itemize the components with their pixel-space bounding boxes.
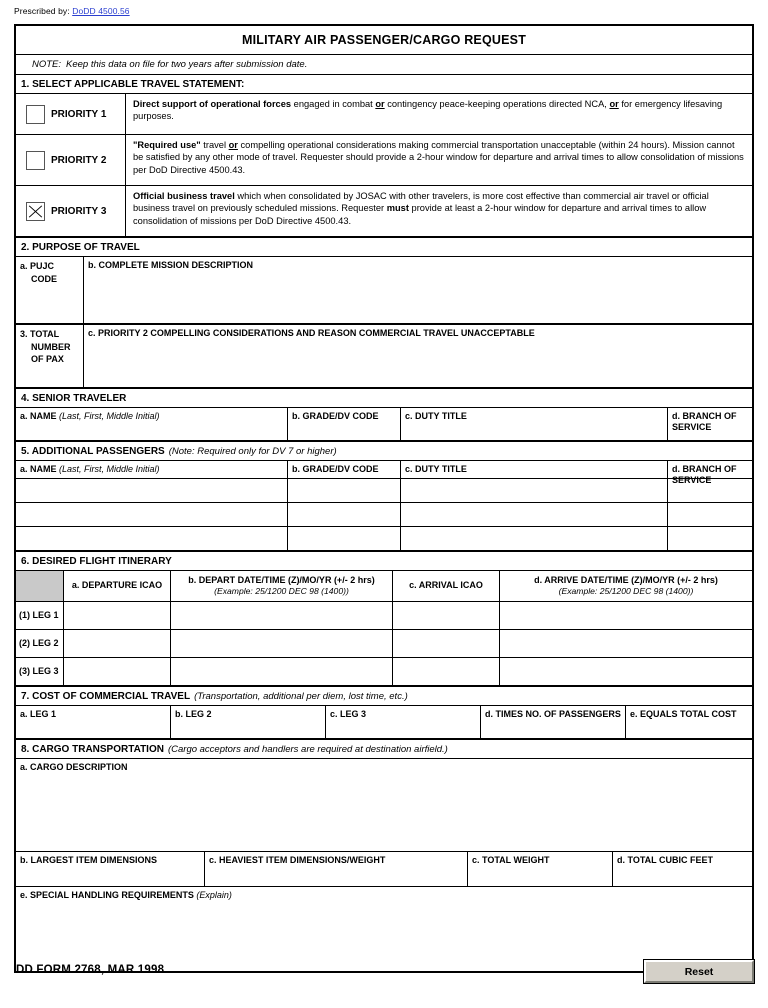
- note-text: Keep this data on file for two years after submission date.: [66, 59, 308, 70]
- section5-column-headers: [16, 461, 752, 486]
- passenger-name-input[interactable]: [16, 527, 288, 550]
- senior-grade-field[interactable]: [288, 408, 401, 440]
- table-row: [16, 658, 752, 687]
- leg-1-arrival-icao-input[interactable]: [393, 602, 500, 629]
- prescribed-by: [14, 6, 130, 16]
- section3-body: [16, 325, 752, 389]
- total-pax-field[interactable]: [16, 325, 84, 387]
- leg-3-arrive-datetime-input[interactable]: [500, 658, 752, 685]
- passenger-duty-title-header: c. DUTY TITLE: [401, 461, 668, 478]
- section5-heading-note: (Note: Required only for DV 7 or higher): [168, 445, 337, 457]
- priority-2-checkbox[interactable]: [26, 151, 45, 170]
- pujc-code-field[interactable]: [16, 257, 84, 323]
- form-footer: [14, 960, 754, 990]
- senior-duty-title-label: c. DUTY TITLE: [405, 411, 467, 421]
- section7-heading: [16, 687, 752, 706]
- passenger-duty-title-input[interactable]: [401, 479, 668, 502]
- table-row: [16, 503, 752, 527]
- passenger-duty-title-input[interactable]: [401, 503, 668, 526]
- largest-item-dimensions-label: b. LARGEST ITEM DIMENSIONS: [20, 855, 158, 865]
- priority-row-2[interactable]: [16, 135, 752, 186]
- section2-body: [16, 257, 752, 325]
- senior-branch-field[interactable]: [668, 408, 752, 440]
- leg-3-arrival-icao-input[interactable]: [393, 658, 500, 685]
- cost-leg-2-label: b. LEG 2: [175, 709, 212, 719]
- priority-1-label: PRIORITY 1: [51, 108, 107, 120]
- section2-heading: 2. PURPOSE OF TRAVEL: [16, 238, 752, 257]
- passenger-name-input[interactable]: [16, 479, 288, 502]
- section5-heading: [16, 442, 752, 461]
- leg-2-departure-icao-input[interactable]: [64, 630, 171, 657]
- section1-heading: 1. SELECT APPLICABLE TRAVEL STATEMENT:: [16, 75, 752, 94]
- special-handling-field[interactable]: [16, 887, 752, 971]
- passenger-duty-title-input[interactable]: [401, 527, 668, 550]
- passenger-branch-input[interactable]: [668, 503, 752, 526]
- passenger-grade-header: b. GRADE/DV CODE: [288, 461, 401, 478]
- passenger-branch-input[interactable]: [668, 479, 752, 502]
- senior-name-field[interactable]: [16, 408, 288, 440]
- section8-heading-note: (Cargo acceptors and handlers are required at destination airfield.): [167, 743, 448, 755]
- section7-heading-note: (Transportation, additional per diem, lost time, etc.): [194, 690, 408, 702]
- itinerary-corner-cell: [16, 571, 64, 601]
- passenger-branch-input[interactable]: [668, 527, 752, 550]
- times-passengers-field[interactable]: [481, 706, 626, 738]
- section8-heading-text: 8. CARGO TRANSPORTATION: [21, 743, 164, 755]
- leg-3-departure-icao-input[interactable]: [64, 658, 171, 685]
- senior-branch-label: d. BRANCH OF SERVICE: [672, 411, 737, 433]
- senior-name-label: a. NAME (Last, First, Middle Initial): [20, 411, 160, 421]
- section6-heading: 6. DESIRED FLIGHT ITINERARY: [16, 552, 752, 571]
- largest-item-dimensions-field[interactable]: [16, 852, 205, 886]
- section7-cost-row: [16, 706, 752, 740]
- priority-1-selector[interactable]: [16, 94, 126, 134]
- priority-1-lead: Direct support of operational forces: [133, 99, 292, 109]
- priority-3-selector[interactable]: [16, 186, 126, 236]
- special-handling-row: [16, 887, 752, 971]
- leg-1-label: (1) LEG 1: [19, 609, 59, 620]
- passenger-name-header: a. NAME (Last, First, Middle Initial): [16, 461, 288, 478]
- leg-1-arrive-datetime-input[interactable]: [500, 602, 752, 629]
- cost-leg-3-field[interactable]: [326, 706, 481, 738]
- leg-2-label: (2) LEG 2: [19, 637, 59, 648]
- section5-heading-text: 5. ADDITIONAL PASSENGERS: [21, 445, 165, 457]
- total-cost-label: e. EQUALS TOTAL COST: [630, 709, 737, 719]
- priority-3-lead: Official business travel: [133, 191, 235, 201]
- table-row: [16, 630, 752, 658]
- prescribed-by-link[interactable]: DoDD 4500.56: [72, 6, 130, 16]
- leg-1-depart-datetime-input[interactable]: [171, 602, 393, 629]
- passenger-branch-header: d. BRANCH OF SERVICE: [672, 464, 737, 486]
- section7-heading-text: 7. COST OF COMMERCIAL TRAVEL: [21, 690, 191, 702]
- passenger-grade-input[interactable]: [288, 527, 401, 550]
- special-handling-label: e. SPECIAL HANDLING REQUIREMENTS (Explain): [20, 890, 232, 900]
- times-passengers-label: d. TIMES NO. OF PASSENGERS: [485, 709, 621, 719]
- cost-leg-1-field[interactable]: [16, 706, 171, 738]
- priority2-considerations-label: c. PRIORITY 2 COMPELLING CONSIDERATIONS AND REASON COMMERCIAL TRAVEL UNACCEPTABLE: [88, 328, 535, 338]
- priority-2-label: PRIORITY 2: [51, 154, 107, 166]
- table-row: [16, 602, 752, 630]
- total-weight-label: c. TOTAL WEIGHT: [472, 855, 550, 865]
- passenger-name-input[interactable]: [16, 503, 288, 526]
- arrive-datetime-header: d. ARRIVE DATE/TIME (Z)/MO/YR (+/- 2 hrs) (Example: 25/1200 DEC 98 (1400)): [534, 575, 718, 597]
- priority-3-description: Official business travel which when consolidated by JOSAC with other travelers, is more cost effective than commercial air travel or official business travel on previously scheduled missions. Requester must provide at least a 2-hour window for departure and arrival times to allow consolidation of missions per DoD Directive 4500.43.: [133, 191, 709, 226]
- priority-1-checkbox[interactable]: [26, 105, 45, 124]
- total-cubic-feet-field[interactable]: [613, 852, 752, 886]
- senior-grade-label: b. GRADE/DV CODE: [292, 411, 379, 421]
- cargo-description-field[interactable]: [16, 759, 752, 851]
- passenger-grade-input[interactable]: [288, 503, 401, 526]
- cargo-description-label: a. CARGO DESCRIPTION: [20, 762, 128, 772]
- note-label: NOTE:: [32, 59, 62, 70]
- form-number: DD FORM 2768, MAR 1998: [16, 964, 165, 976]
- reset-button[interactable]: Reset: [644, 960, 754, 983]
- mission-description-label: b. COMPLETE MISSION DESCRIPTION: [88, 260, 254, 270]
- pujc-code-label: a. PUJC CODE: [20, 261, 58, 284]
- cost-leg-3-label: c. LEG 3: [330, 709, 367, 719]
- retention-note: [16, 55, 752, 75]
- total-weight-field[interactable]: [468, 852, 613, 886]
- priority-3-checkbox[interactable]: [26, 202, 45, 221]
- total-cost-field[interactable]: [626, 706, 752, 738]
- priority2-considerations-field[interactable]: [84, 325, 752, 387]
- leg-1-departure-icao-input[interactable]: [64, 602, 171, 629]
- leg-2-arrival-icao-input[interactable]: [393, 630, 500, 657]
- priority-1-description: Direct support of operational forces engaged in combat or contingency peace-keeping operations directed NCA, or for emergency lifesaving purposes.: [133, 99, 723, 122]
- cost-leg-1-label: a. LEG 1: [20, 709, 57, 719]
- total-pax-label: 3. TOTAL NUMBER OF PAX: [20, 329, 71, 365]
- priority-2-selector[interactable]: [16, 135, 126, 185]
- prescribed-by-label: Prescribed by:: [14, 6, 70, 16]
- heaviest-item-field[interactable]: [205, 852, 468, 886]
- priority-3-label: PRIORITY 3: [51, 205, 107, 217]
- section6-column-headers: [16, 571, 752, 602]
- table-row: [16, 479, 752, 503]
- priority-2-description: "Required use" travel or compelling operational considerations making commercial transportation unacceptable (within 24 hours). Mission cannot be satisfied by any other mode of travel. Requester should provide a 2-hour window for departure and arrival times to allow consolidation of missions per DoD Directive 4500.43.: [133, 140, 744, 175]
- depart-datetime-header: b. DEPART DATE/TIME (Z)/MO/YR (+/- 2 hrs) (Example: 25/1200 DEC 98 (1400)): [171, 571, 393, 601]
- page-title: MILITARY AIR PASSENGER/CARGO REQUEST: [16, 26, 752, 55]
- section4-traveler-row: [16, 408, 752, 442]
- form-body: [14, 24, 754, 973]
- cargo-dimensions-row: [16, 852, 752, 887]
- mission-description-field[interactable]: [84, 257, 752, 323]
- departure-icao-header: a. DEPARTURE ICAO: [64, 571, 171, 601]
- leg-2-depart-datetime-input[interactable]: [171, 630, 393, 657]
- priority-row-3[interactable]: [16, 186, 752, 238]
- leg-3-depart-datetime-input[interactable]: [171, 658, 393, 685]
- section4-heading: 4. SENIOR TRAVELER: [16, 389, 752, 408]
- leg-3-label: (3) LEG 3: [19, 665, 59, 676]
- table-row: [16, 527, 752, 552]
- heaviest-item-label: c. HEAVIEST ITEM DIMENSIONS/WEIGHT: [209, 855, 386, 865]
- arrival-icao-header: c. ARRIVAL ICAO: [393, 571, 500, 601]
- leg-2-arrive-datetime-input[interactable]: [500, 630, 752, 657]
- senior-duty-title-field[interactable]: [401, 408, 668, 440]
- priority-row-1[interactable]: [16, 94, 752, 135]
- section8-heading: [16, 740, 752, 759]
- passenger-grade-input[interactable]: [288, 479, 401, 502]
- cost-leg-2-field[interactable]: [171, 706, 326, 738]
- priority-2-lead: "Required use": [133, 140, 201, 150]
- cargo-description-row: [16, 759, 752, 852]
- total-cubic-feet-label: d. TOTAL CUBIC FEET: [617, 855, 713, 865]
